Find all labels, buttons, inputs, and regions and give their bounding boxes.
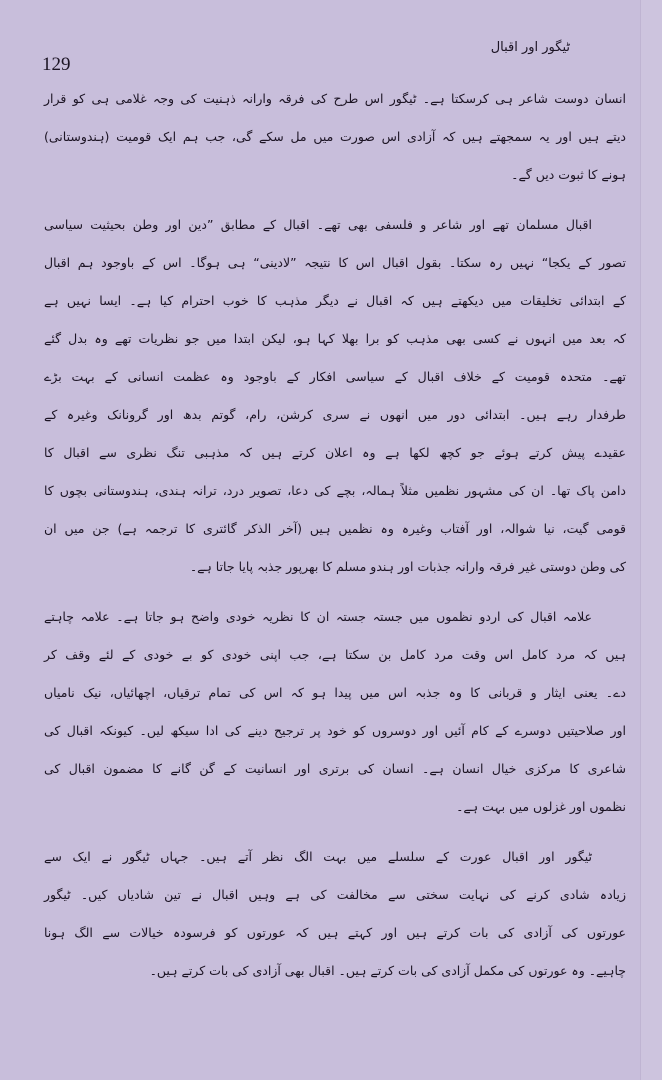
page-body	[44, 80, 626, 1002]
text-line: ہیں کہ مرد کامل اس وقت مرد کامل بن سکتا ہے، جب اپنی خودی کو بے خودی کے لئے وقف کر	[44, 647, 626, 662]
text-line: قومی گیت، نیا شوالہ، اور آفتاب وغیرہ وہ نظمیں ہیں (آخر الذکر گائتری کا ترجمہ ہے) جن میں ان	[44, 521, 626, 536]
text-line: تھے۔ متحدہ قومیت کے خلاف اقبال کے سیاسی افکار کے باوجود وہ عظمت انسانی کے بہت بڑے	[44, 369, 626, 384]
text-line: ٹیگور اور اقبال عورت کے سلسلے میں بہت الگ نظر آتے ہیں۔ جہاں ٹیگور نے ایک سے	[44, 849, 592, 864]
paragraph	[44, 206, 626, 586]
paragraph	[44, 80, 626, 194]
text-line: زیادہ شادی کرنے کی نہایت سختی سے مخالفت کی ہے وہیں اقبال نے تین شادیاں کیں۔ ٹیگور	[44, 887, 626, 902]
paragraph	[44, 838, 626, 990]
text-line: اور صلاحیتیں دوسرے کے کام آئیں اور دوسروں کو خود پر ترجیح دینے کی ادا سیکھ لیں۔ کیونکہ اقبال کی	[44, 723, 626, 738]
paragraph	[44, 598, 626, 826]
text-line: تصور کے یکجا“ نہیں رہ سکتا۔ بقول اقبال اس کا نتیجہ ”لادینی“ ہی ہوگا۔ اس کے باوجود ہم اقبال	[44, 255, 626, 270]
text-line: عقیدے پیش کرتے ہوئے جو کچھ لکھا ہے وہ اعلان کرتے ہیں کہ مذہبی تنگ نظری سے اقبال کا	[44, 445, 626, 460]
text-line: دامن پاک تھا۔ ان کی مشہور نظمیں مثلاً ہمالہ، بچے کی دعا، تصویر درد، ترانہ ہندی، ہندوستانی بچوں کا	[44, 483, 626, 498]
text-line: کے ابتدائی تخلیقات میں دیکھتے ہیں کہ اقبال نے دیگر مذہب کا خوب احترام کیا ہے۔ ایسا نہیں ہے	[44, 293, 626, 308]
text-line: کہ بعد میں انہوں نے کسی بھی مذہب کو برا بھلا کہا ہو، لیکن ابتدا میں جو نظریات تھے وہ بدل گئے	[44, 331, 626, 346]
page-number: 129	[42, 54, 71, 75]
text-line: چاہیے۔ وہ عورتوں کی مکمل آزادی کی بات کرتے ہیں۔ اقبال بھی آزادی کی بات کرتے ہیں۔	[149, 963, 626, 978]
text-line: انسان دوست شاعر ہی کرسکتا ہے۔ ٹیگور اس طرح کی فرقہ وارانہ ذہنیت کی وجہ غلامی ہی کو قرار	[44, 91, 626, 106]
running-title: ٹیگور اور اقبال	[490, 40, 570, 55]
page-edge	[640, 0, 662, 1080]
text-line: عورتوں کی آزادی کی بات کرتے ہیں اور کہتے ہیں کہ عورتوں کو فرسودہ خیالات سے الگ ہونا	[44, 925, 626, 940]
text-line: اقبال مسلمان تھے اور شاعر و فلسفی بھی تھے۔ اقبال کے مطابق ”دین اور وطن بحیثیت سیاسی	[44, 217, 592, 232]
text-line: علامہ اقبال کی اردو نظموں میں جستہ جستہ ان کا نظریہ خودی واضح ہو جاتا ہے۔ علامہ چاہتے	[44, 609, 592, 624]
text-line: ہونے کا ثبوت دیں گے۔	[511, 167, 626, 182]
text-line: دے۔ یعنی ایثار و قربانی کا وہ جذبہ اس میں پیدا ہو کہ اس کی تمام ترقیاں، اچھائیاں، نیک نامیاں	[44, 685, 626, 700]
text-line: دیتے ہیں اور یہ سمجھتے ہیں کہ آزادی اس صورت میں مل سکے گی، جب ہم ایک قومیت (ہندوستانی)	[44, 129, 626, 144]
text-line: کی وطن دوستی غیر فرقہ وارانہ جذبات اور ہندو مسلم کا بھرپور جذبہ پایا جاتا ہے۔	[189, 559, 626, 574]
text-line: نظموں اور غزلوں میں بہت ہے۔	[456, 799, 626, 814]
text-line: طرفدار رہے ہیں۔ ابتدائی دور میں انھوں نے سری کرشن، رام، گوتم بدھ اور گرونانک وغیرہ کے	[44, 407, 626, 422]
text-line: شاعری کا مرکزی خیال انسان ہے۔ انسان کی برتری اور انسانیت کے گن گانے کا مضمون اقبال کی	[44, 761, 626, 776]
